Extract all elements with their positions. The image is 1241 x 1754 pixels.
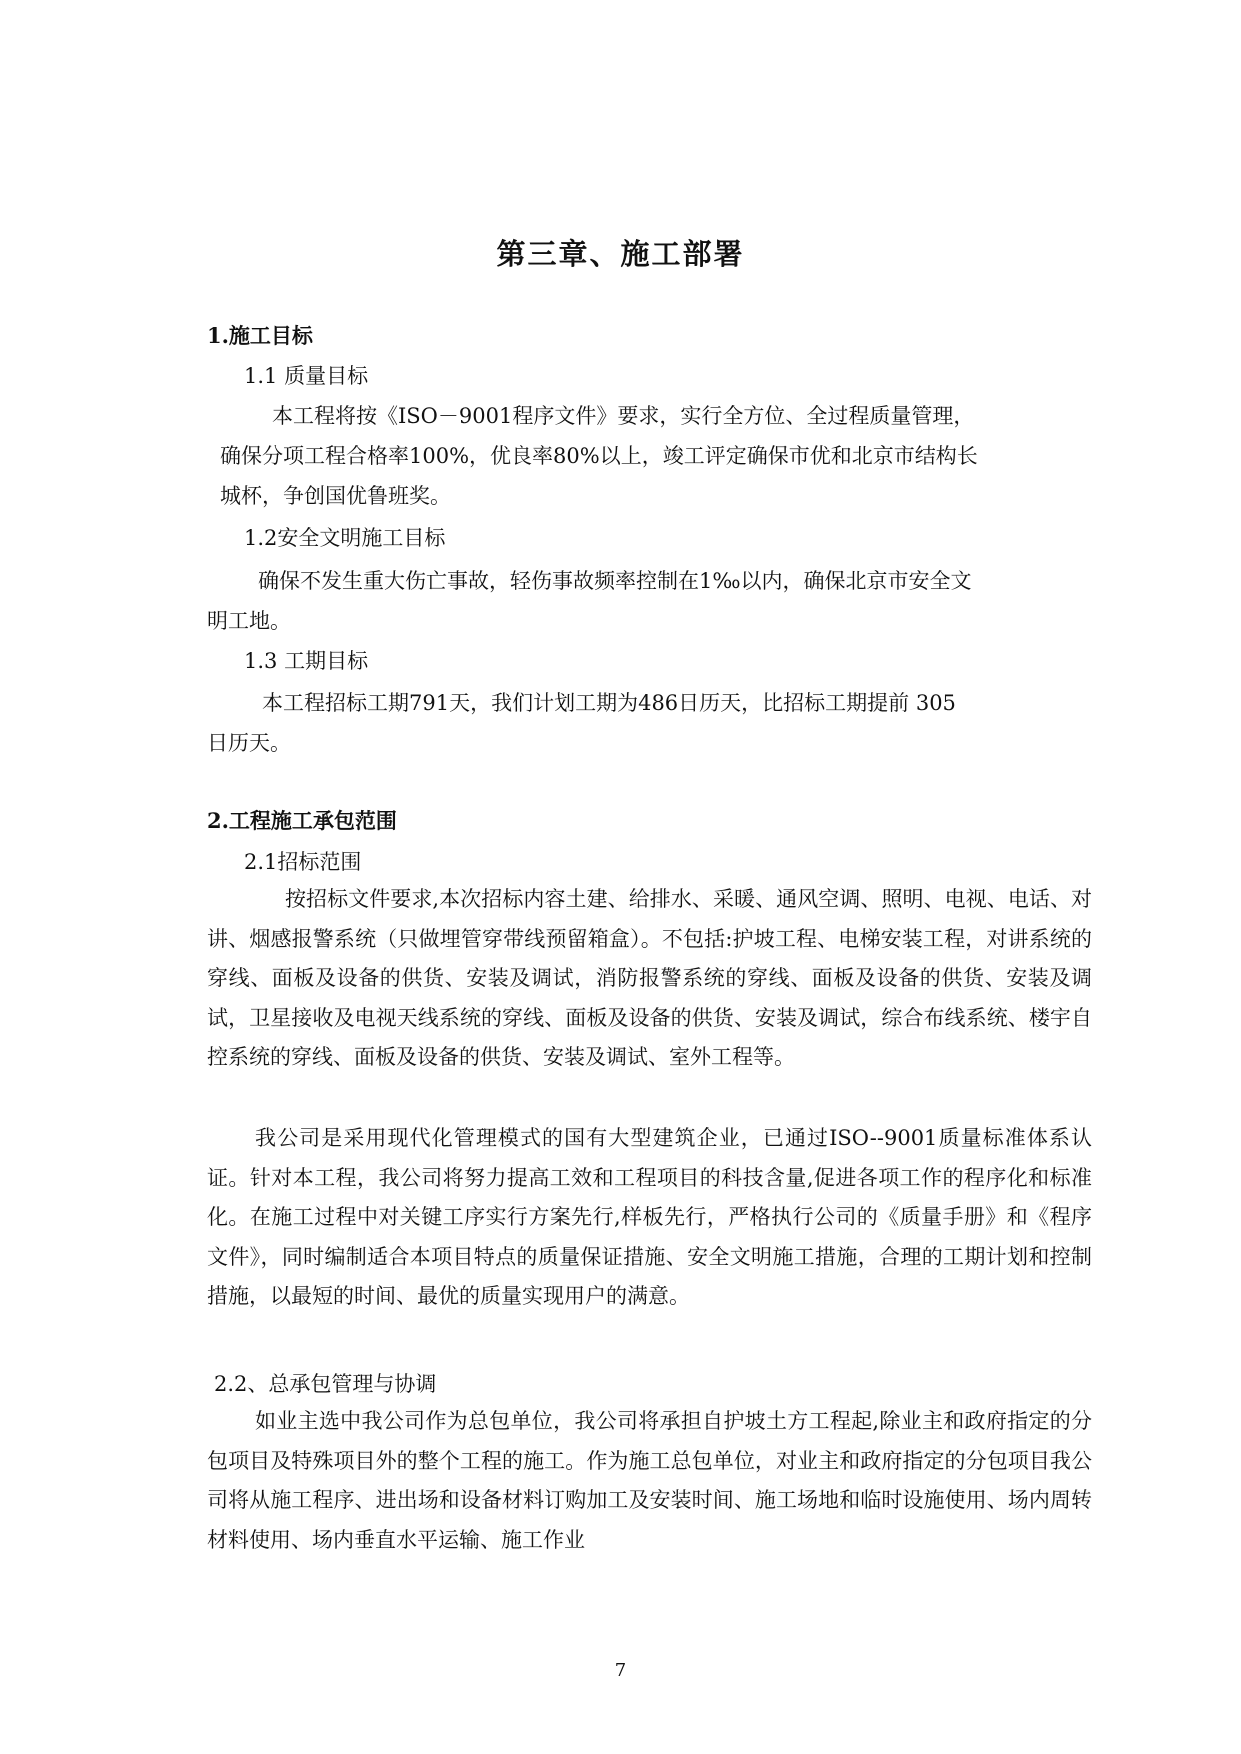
section-heading-2: 2.工程施工承包范围 xyxy=(207,808,397,833)
paragraph: 按招标文件要求,本次招标内容土建、给排水、采暖、通风空调、照明、电视、电话、对讲、烟感报警系统（只做埋管穿带线预留箱盒）。不包括:护坡工程、电梯安装工程，对讲系统的穿线、面板及设备的供货、安装及调试，消防报警系统的穿线、面板及设备的供货、安装及调试，卫星接收及电视天线系统的穿线、面板及设备的供货、安装及调试，综合布线系统、楼宇自控系统的穿线、面板及设备的供货、安装及调试、室外工程等。 xyxy=(207,887,1092,1069)
paragraph: 如业主选中我公司作为总包单位，我公司将承担自护坡土方工程起,除业主和政府指定的分包项目及特殊项目外的整个工程的施工。作为施工总包单位，对业主和政府指定的分包项目我公司将从施工程序、进出场和设备材料订购加工及安装时间、施工场地和临时设施使用、场内周转材料使用、场内垂直水平运输、施工作业 xyxy=(207,1409,1092,1552)
subsection-heading-1-2: 1.2安全文明施工目标 xyxy=(244,526,446,550)
subsection-heading-2-2: 2.2、总承包管理与协调 xyxy=(214,1372,437,1396)
subsection-heading-1-1: 1.1 质量目标 xyxy=(244,364,369,388)
chapter-title: 第三章、施工部署 xyxy=(496,237,745,271)
paragraph-line: 确保不发生重大伤亡事故，轻伤事故频率控制在1‰以内，确保北京市安全文 xyxy=(258,569,972,593)
paragraph-line: 本工程招标工期791天，我们计划工期为486日历天，比招标工期提前 305 xyxy=(262,691,956,715)
paragraph-line: 确保分项工程合格率100%，优良率80%以上，竣工评定确保市优和北京市结构长 xyxy=(220,444,978,468)
paragraph: 我公司是采用现代化管理模式的国有大型建筑企业，已通过ISO--9001质量标准体系认证。针对本工程，我公司将努力提高工效和工程项目的科技含量,促进各项工作的程序化和标准化。在施工过程中对关键工序实行方案先行,样板先行，严格执行公司的《质量手册》和《程序文件》，同时编制适合本项目特点的质量保证措施、安全文明施工措施，合理的工期计划和控制措施，以最短的时间、最优的质量实现用户的满意。 xyxy=(207,1126,1092,1308)
paragraph-line: 日历天。 xyxy=(207,731,291,755)
subsection-heading-2-1: 2.1招标范围 xyxy=(244,850,362,874)
paragraph-line: 明工地。 xyxy=(207,609,291,633)
section-heading-1: 1.施工目标 xyxy=(207,323,313,348)
paragraph-line: 本工程将按《ISO－9001程序文件》要求，实行全方位、全过程质量管理， xyxy=(272,404,975,428)
paragraph-line: 城杯，争创国优鲁班奖。 xyxy=(220,484,451,508)
subsection-heading-1-3: 1.3 工期目标 xyxy=(244,649,369,673)
page-number: 7 xyxy=(614,1660,627,1681)
